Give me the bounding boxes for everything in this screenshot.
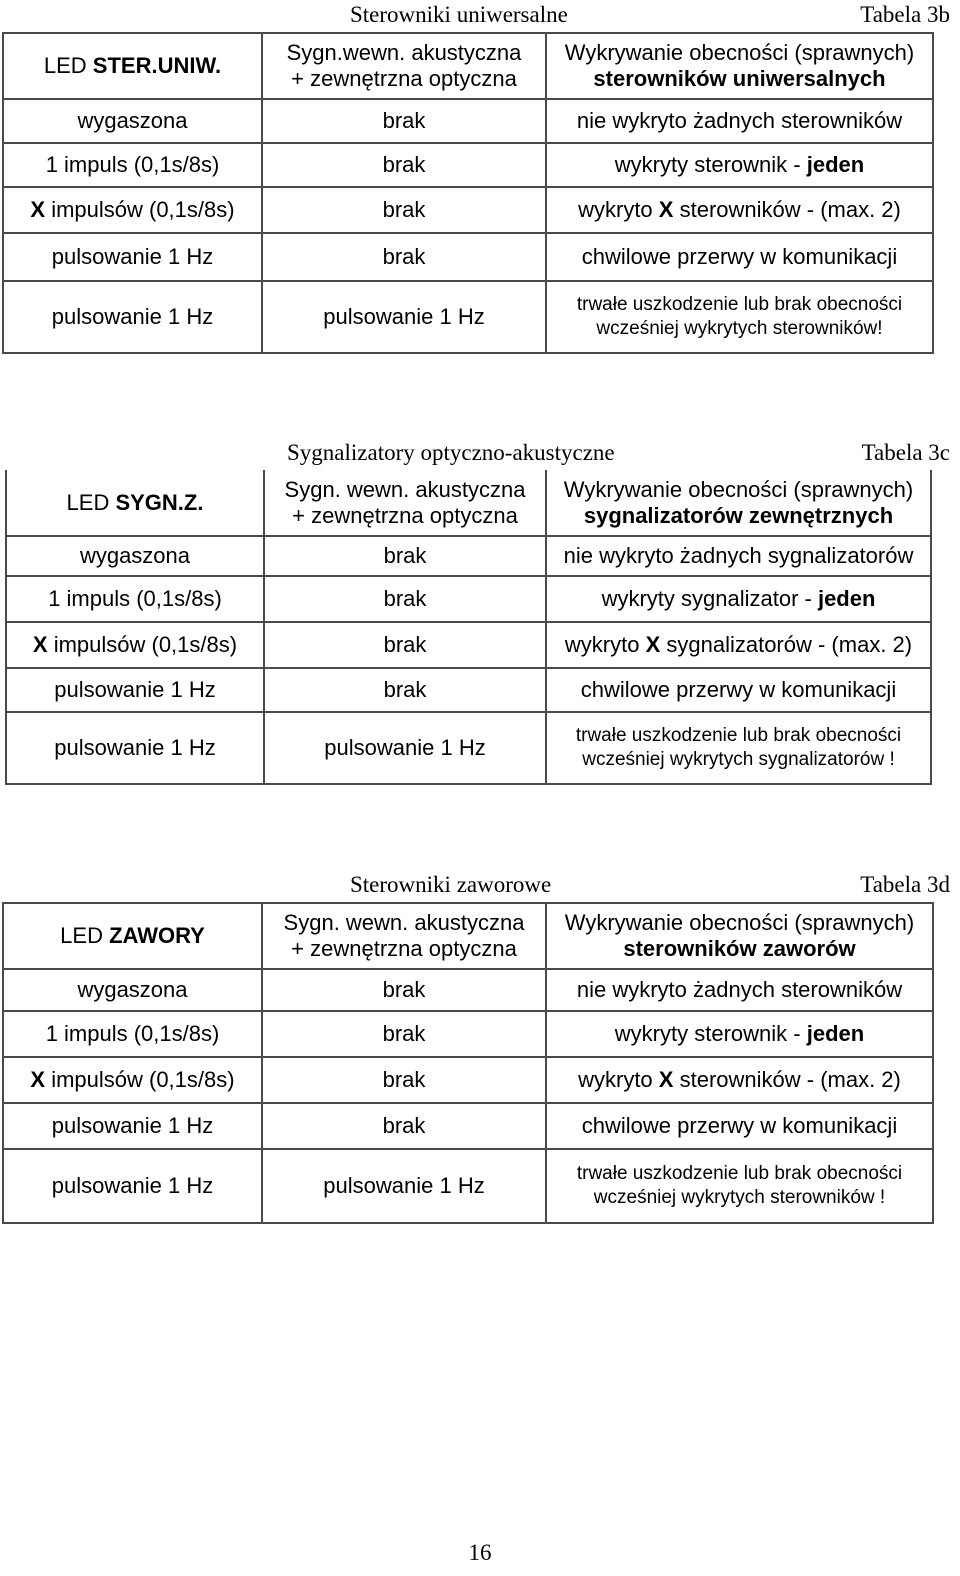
led-prefix: LED	[60, 923, 110, 948]
led-state-cell: pulsowanie 1 Hz	[6, 668, 264, 712]
detect-header-line2: sterowników zaworów	[623, 936, 856, 961]
led-state-cell	[3, 1057, 262, 1103]
detect-line2: wcześniej wykrytych sygnalizatorów !	[582, 749, 895, 770]
detect-text-post: sterowników - (max. 2)	[673, 197, 901, 222]
detect-text-post: sterowników - (max. 2)	[673, 1067, 901, 1092]
detect-cell	[546, 712, 931, 784]
table-header-row	[6, 470, 931, 536]
detect-bold-text: jeden	[806, 1021, 865, 1046]
detect-text: wykryty sygnalizator -	[601, 586, 818, 611]
table-row	[6, 712, 931, 784]
table-3d	[2, 902, 934, 1224]
detect-header-line1: Wykrywanie obecności (sprawnych)	[564, 910, 915, 935]
detect-cell	[546, 1057, 933, 1103]
table-header-row	[3, 903, 933, 969]
led-state-cell: pulsowanie 1 Hz	[3, 233, 262, 281]
table-row	[3, 187, 933, 233]
led-state-cell: wygaszona	[3, 99, 262, 143]
detect-cell: chwilowe przerwy w komunikacji	[546, 1103, 933, 1149]
table-3c	[5, 470, 932, 785]
led-header-cell	[6, 470, 264, 536]
led-bold-text: X	[32, 632, 48, 657]
detect-cell: nie wykryto żadnych sterowników	[546, 99, 933, 143]
led-name: SYGN.Z.	[115, 489, 204, 515]
signal-cell: pulsowanie 1 Hz	[262, 1149, 546, 1223]
led-state-cell: 1 impuls (0,1s/8s)	[6, 576, 264, 622]
detect-header-line1: Wykrywanie obecności (sprawnych)	[564, 40, 915, 65]
signal-cell: brak	[262, 1011, 546, 1057]
table-row	[3, 1057, 933, 1103]
signal-cell: brak	[264, 576, 546, 622]
detect-header-line1: Wykrywanie obecności (sprawnych)	[563, 476, 914, 502]
detect-cell: chwilowe przerwy w komunikacji	[546, 668, 931, 712]
led-state-cell: 1 impuls (0,1s/8s)	[3, 1011, 262, 1057]
detect-header-line2: sygnalizatorów zewnętrznych	[583, 502, 894, 528]
detect-bold-text: X	[658, 1067, 674, 1092]
detect-cell	[546, 281, 933, 353]
detect-text-post: sygnalizatorów - (max. 2)	[660, 632, 913, 657]
signal-cell: brak	[264, 668, 546, 712]
signal-header-cell	[264, 470, 546, 536]
signal-cell: pulsowanie 1 Hz	[264, 712, 546, 784]
signal-header-line2: + zewnętrzna optyczna	[291, 66, 517, 91]
detect-bold-text: X	[658, 197, 674, 222]
detect-cell	[546, 1149, 933, 1223]
led-state-cell: pulsowanie 1 Hz	[3, 1149, 262, 1223]
detect-cell	[546, 1011, 933, 1057]
signal-cell: brak	[262, 1057, 546, 1103]
table-header-row	[3, 33, 933, 99]
table-label: Tabela 3d	[860, 872, 950, 897]
table-row	[6, 576, 931, 622]
signal-cell: brak	[264, 622, 546, 668]
signal-header-cell	[262, 33, 546, 99]
detect-header-cell	[546, 33, 933, 99]
led-name: ZAWORY	[109, 923, 205, 948]
table-label: Tabela 3c	[861, 440, 950, 465]
table-row	[3, 969, 933, 1011]
detect-text: wykryto	[578, 197, 659, 222]
led-state-cell: 1 impuls (0,1s/8s)	[3, 143, 262, 187]
detect-cell	[546, 187, 933, 233]
detect-bold-text: jeden	[806, 152, 865, 177]
page-number: 16	[468, 1540, 492, 1565]
led-state-cell	[6, 622, 264, 668]
signal-header-line1: Sygn.wewn. akustyczna	[286, 40, 522, 65]
led-bold-text: X	[30, 1067, 46, 1092]
signal-cell: brak	[262, 1103, 546, 1149]
detect-text: wykryto	[564, 632, 646, 657]
table-row	[3, 143, 933, 187]
detect-cell: chwilowe przerwy w komunikacji	[546, 233, 933, 281]
detect-bold-text: X	[645, 632, 661, 657]
table-caption: Sygnalizatory optyczno-akustyczne	[287, 440, 615, 465]
table-3b	[2, 32, 934, 354]
table-row	[3, 1103, 933, 1149]
table-row	[6, 622, 931, 668]
detect-bold-text: jeden	[817, 586, 876, 611]
signal-header-line1: Sygn. wewn. akustyczna	[283, 910, 525, 935]
detect-header-cell	[546, 470, 931, 536]
led-text: impulsów (0,1s/8s)	[45, 197, 235, 222]
led-state-cell: wygaszona	[3, 969, 262, 1011]
led-state-cell: pulsowanie 1 Hz	[6, 712, 264, 784]
led-state-cell: wygaszona	[6, 536, 264, 576]
detect-cell	[546, 576, 931, 622]
detect-text: wykryto	[578, 1067, 659, 1092]
detect-cell	[546, 143, 933, 187]
table-row	[3, 281, 933, 353]
signal-cell: brak	[264, 536, 546, 576]
signal-cell: brak	[262, 143, 546, 187]
led-state-cell: pulsowanie 1 Hz	[3, 1103, 262, 1149]
detect-text: wykryty sterownik -	[614, 1021, 807, 1046]
table-row	[6, 536, 931, 576]
signal-header-line1: Sygn. wewn. akustyczna	[284, 476, 526, 502]
table-row	[6, 668, 931, 712]
led-header-cell	[3, 903, 262, 969]
detect-text: wykryty sterownik -	[614, 152, 807, 177]
led-text: impulsów (0,1s/8s)	[45, 1067, 235, 1092]
detect-line1: trwałe uszkodzenie lub brak obecności	[576, 1163, 903, 1184]
led-prefix: LED	[66, 489, 116, 515]
detect-cell: nie wykryto żadnych sygnalizatorów	[546, 536, 931, 576]
led-prefix: LED	[43, 53, 93, 78]
detect-header-cell	[546, 903, 933, 969]
table-caption: Sterowniki zaworowe	[350, 872, 552, 897]
signal-cell: brak	[262, 99, 546, 143]
table-row	[3, 99, 933, 143]
led-header-cell	[3, 33, 262, 99]
led-state-cell: pulsowanie 1 Hz	[3, 281, 262, 353]
detect-cell: nie wykryto żadnych sterowników	[546, 969, 933, 1011]
table-row	[3, 233, 933, 281]
detect-line1: trwałe uszkodzenie lub brak obecności	[576, 294, 903, 315]
detect-line1: trwałe uszkodzenie lub brak obecności	[575, 725, 902, 746]
detect-line2: wcześniej wykrytych sterowników !	[593, 1187, 886, 1208]
led-state-cell	[3, 187, 262, 233]
led-bold-text: X	[30, 197, 46, 222]
signal-header-line2: + zewnętrzna optyczna	[292, 502, 518, 528]
detect-line2: wcześniej wykrytych sterowników!	[596, 318, 883, 339]
led-text: impulsów (0,1s/8s)	[47, 632, 238, 657]
table-caption: Sterowniki uniwersalne	[350, 2, 568, 27]
table-row	[3, 1149, 933, 1223]
signal-cell: pulsowanie 1 Hz	[262, 281, 546, 353]
detect-header-line2: sterowników uniwersalnych	[593, 66, 886, 91]
signal-cell: brak	[262, 233, 546, 281]
led-name: STER.UNIW.	[92, 53, 222, 78]
signal-header-cell	[262, 903, 546, 969]
signal-header-line2: + zewnętrzna optyczna	[291, 936, 517, 961]
signal-cell: brak	[262, 187, 546, 233]
table-label: Tabela 3b	[860, 2, 950, 27]
table-row	[3, 1011, 933, 1057]
signal-cell: brak	[262, 969, 546, 1011]
detect-cell	[546, 622, 931, 668]
